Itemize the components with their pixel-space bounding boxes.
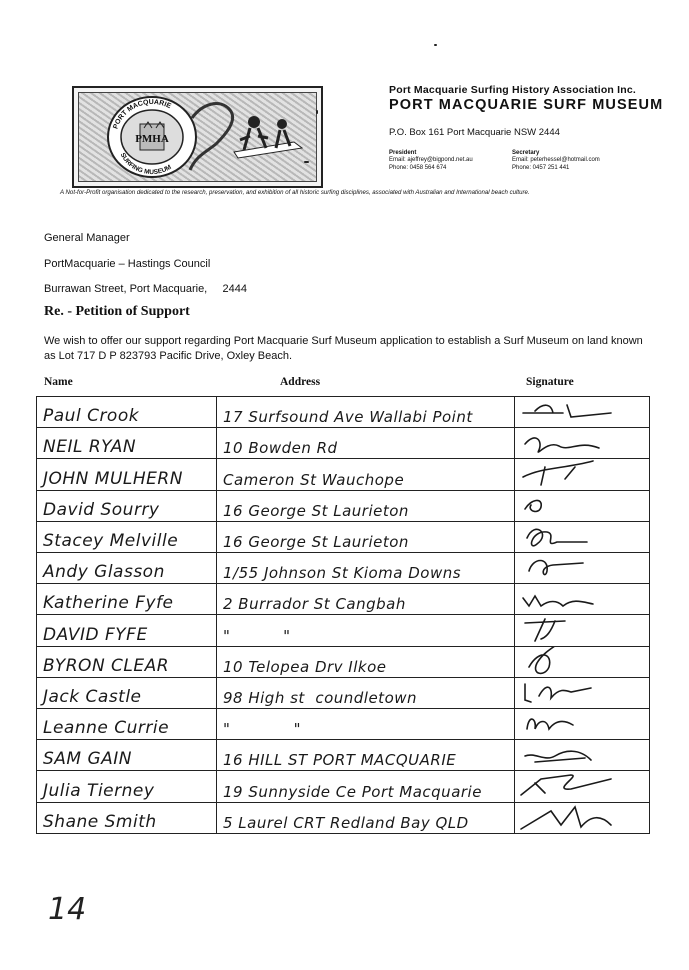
museum-logo: [72, 86, 323, 188]
logo-ring-bottom-text: SURFING MUSEUM: [118, 151, 173, 177]
president-contact: [389, 150, 473, 172]
signatory-address: 17 Surfsound Ave Wallabi Point: [223, 408, 473, 427]
signatory-name: Katherine Fyfe: [43, 593, 174, 614]
signatory-name: SAM GAIN: [43, 749, 133, 770]
signatory-address: 10 Telopea Drv Ilkoe: [223, 657, 387, 676]
table-row: [36, 802, 650, 834]
name-cell: [37, 803, 217, 833]
handwritten-signature-icon: [515, 522, 645, 552]
signature-cell: [515, 740, 651, 770]
handwritten-signature-icon: [515, 459, 645, 489]
address-cell: [217, 615, 515, 645]
signatory-address: 16 George St Laurieton: [223, 532, 409, 551]
address-cell: [217, 709, 515, 739]
signatory-address: Cameron St Wauchope: [223, 470, 405, 489]
signature-cell: [515, 491, 651, 521]
address-cell: [217, 459, 515, 489]
address-cell: [217, 553, 515, 583]
signatory-name: NEIL RYAN: [43, 437, 137, 458]
signature-cell: [515, 553, 651, 583]
handwritten-signature-icon: [515, 740, 645, 770]
handwritten-signature-icon: [515, 615, 645, 645]
organisation-tagline: A Not-for-Profit organisation dedicated to the research, preservation, and exhibition of all historic surfing disciplines, associated with Australian and International beach culture.: [60, 189, 530, 196]
handwritten-signature-icon: [515, 709, 645, 739]
column-header-address: Address: [280, 376, 321, 388]
name-cell: [37, 428, 217, 458]
address-cell: [217, 397, 515, 427]
signatory-address: 2 Burrador St Cangbah: [223, 595, 406, 614]
name-cell: [37, 647, 217, 677]
handwritten-signature-icon: [515, 491, 645, 521]
signatory-name: JOHN MULHERN: [43, 468, 183, 489]
signature-cell: [515, 647, 651, 677]
column-header-signature: Signature: [526, 376, 574, 388]
secretary-contact: [512, 150, 600, 172]
name-cell: [37, 678, 217, 708]
signatory-name: Leanne Currie: [43, 718, 170, 739]
address-cell: [217, 491, 515, 521]
address-cell: [217, 522, 515, 552]
name-cell: [37, 740, 217, 770]
name-cell: [37, 584, 217, 614]
table-row: [36, 646, 650, 678]
recipient-title: General Manager: [44, 232, 130, 244]
scan-mark: [434, 44, 437, 46]
signature-cell: [515, 771, 651, 801]
handwritten-signature-icon: [515, 771, 645, 801]
handwritten-signature-icon: [515, 647, 645, 677]
signature-cell: [515, 397, 651, 427]
table-row: [36, 770, 650, 802]
address-cell: [217, 647, 515, 677]
signature-cell: [515, 615, 651, 645]
name-cell: [37, 615, 217, 645]
address-cell: [217, 803, 515, 833]
signatory-address: 16 HILL ST PORT MACQUARIE: [223, 751, 457, 770]
signature-cell: [515, 678, 651, 708]
handwritten-signature-icon: [515, 553, 645, 583]
signature-cell: [515, 459, 651, 489]
table-row: [36, 458, 650, 490]
signatory-name: Jack Castle: [43, 686, 142, 707]
signatory-address: " ": [223, 720, 302, 739]
column-header-name: Name: [44, 376, 73, 388]
address-cell: [217, 740, 515, 770]
president-email: Email: ajeffrey@bigpond.net.au: [389, 157, 473, 164]
signatory-name: David Sourry: [43, 499, 160, 520]
president-phone: Phone: 0458 564 674: [389, 164, 447, 171]
signatory-name: Shane Smith: [43, 811, 157, 832]
signature-cell: [515, 709, 651, 739]
table-row: [36, 521, 650, 553]
signatory-address: 19 Sunnyside Ce Port Macquarie: [223, 782, 482, 801]
address-cell: [217, 428, 515, 458]
secretary-email: Email: peterhessel@hotmail.com: [512, 157, 600, 164]
name-cell: [37, 553, 217, 583]
petition-intro: We wish to offer our support regarding Port Macquarie Surf Museum application to establish a Surf Museum on land known as Lot 717 D P 823793 Pacific Drive, Oxley Beach.: [44, 335, 643, 362]
name-cell: [37, 491, 217, 521]
president-role: President: [389, 150, 417, 156]
table-row: [36, 739, 650, 771]
signatory-address: 1/55 Johnson St Kioma Downs: [223, 564, 462, 583]
signature-cell: [515, 522, 651, 552]
signatory-address: 10 Bowden Rd: [223, 439, 338, 458]
museum-name: PORT MACQUARIE SURF MUSEUM: [389, 97, 664, 113]
po-box-address: P.O. Box 161 Port Macquarie NSW 2444: [389, 127, 560, 138]
address-cell: [217, 771, 515, 801]
logo-center-text: PMHA: [135, 133, 169, 145]
logo-ring-top-text: PORT MACQUARIE: [112, 98, 172, 130]
signatory-address: " ": [223, 626, 291, 645]
name-cell: [37, 709, 217, 739]
signatory-address: 16 George St Laurieton: [223, 501, 409, 520]
signature-cell: [515, 428, 651, 458]
table-row: [36, 427, 650, 459]
table-row: [36, 396, 650, 428]
signatory-name: Stacey Melville: [43, 530, 179, 551]
table-row: [36, 708, 650, 740]
signatory-name: Julia Tierney: [43, 780, 155, 801]
signatory-name: DAVID FYFE: [43, 624, 148, 645]
table-row: [36, 583, 650, 615]
scan-mark: [304, 161, 309, 163]
signatory-address: 98 High st coundletown: [223, 688, 418, 707]
name-cell: [37, 771, 217, 801]
table-row: [36, 677, 650, 709]
recipient-council: PortMacquarie – Hastings Council: [44, 258, 211, 270]
table-row: [36, 552, 650, 584]
organisation-name: Port Macquarie Surfing History Association Inc.: [389, 84, 637, 96]
name-cell: [37, 522, 217, 552]
scan-mark: [316, 110, 318, 114]
address-cell: [217, 584, 515, 614]
signatory-name: Andy Glasson: [43, 562, 165, 583]
handwritten-signature-icon: [515, 803, 645, 833]
recipient-street: Burrawan Street, Port Macquarie, 2444: [44, 283, 247, 295]
name-cell: [37, 397, 217, 427]
signature-cell: [515, 803, 651, 833]
handwritten-signature-icon: [515, 428, 645, 458]
handwritten-signature-icon: [515, 678, 645, 708]
secretary-phone: Phone: 0457 251 441: [512, 164, 570, 171]
page-number: 14: [48, 892, 87, 927]
secretary-role: Secretary: [512, 150, 540, 156]
table-row: [36, 490, 650, 522]
signatory-address: 5 Laurel CRT Redland Bay QLD: [223, 813, 469, 832]
signatory-name: BYRON CLEAR: [43, 655, 170, 676]
signatory-name: Paul Crook: [43, 406, 140, 427]
table-row: [36, 614, 650, 646]
subject-line: Re. - Petition of Support: [44, 304, 190, 319]
handwritten-signature-icon: [515, 584, 645, 614]
address-cell: [217, 678, 515, 708]
name-cell: [37, 459, 217, 489]
handwritten-signature-icon: [515, 397, 645, 427]
signature-cell: [515, 584, 651, 614]
